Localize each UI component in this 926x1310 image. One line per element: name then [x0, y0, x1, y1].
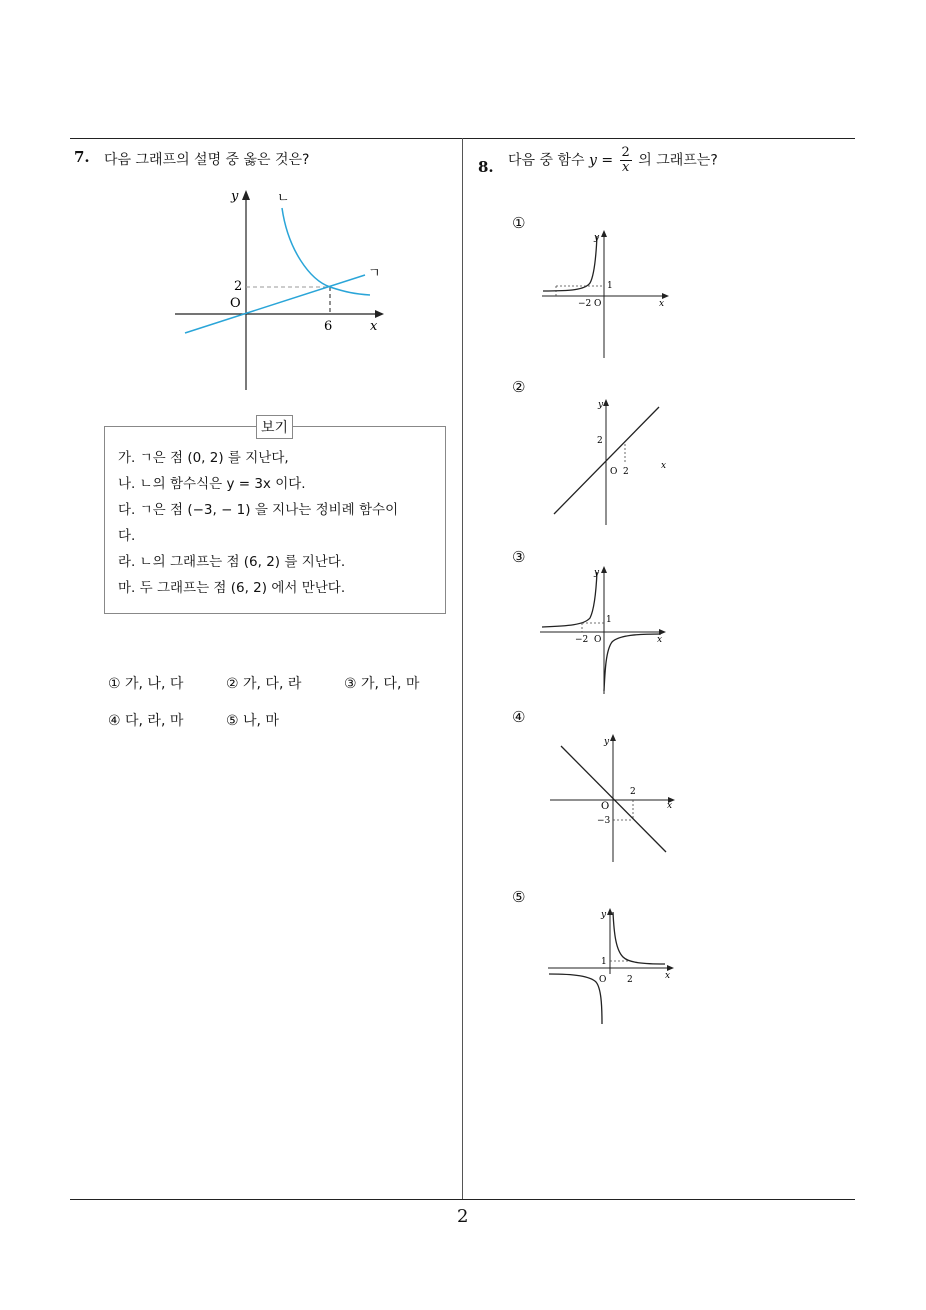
q7-choice-3[interactable]: ③ 가, 다, 마 — [344, 676, 420, 692]
q8-option-4-graph[interactable] — [546, 730, 681, 864]
tick-y-2: 2 — [597, 436, 603, 446]
statement-da: 다. ㄱ은 점 (−3, − 1) 을 지나는 정비례 함수이 — [118, 502, 399, 518]
q8-prompt-before: 다음 중 함수 — [508, 152, 585, 169]
q7-choice-2[interactable]: ② 가, 다, 라 — [226, 676, 302, 692]
x-label: x — [661, 461, 667, 471]
q7-choice-5[interactable]: ⑤ 나, 마 — [226, 713, 279, 729]
statement-ra: 라. ㄴ의 그래프는 점 (6, 2) 를 지난다. — [118, 554, 346, 570]
q8-number: 8. — [478, 158, 494, 176]
q8-frac-num: 2 — [621, 145, 630, 160]
q8-option-2-graph[interactable] — [550, 395, 680, 527]
y-label: y — [598, 400, 604, 410]
tick-x-2: 2 — [627, 975, 633, 985]
q8-option-5-number[interactable]: ⑤ — [512, 888, 526, 906]
origin-label: O — [601, 801, 610, 812]
line-giyeok — [185, 275, 365, 333]
page-number: 2 — [457, 1206, 469, 1227]
tick-x-2: 2 — [630, 787, 636, 797]
x-label: x — [657, 635, 663, 645]
y-label: y — [594, 568, 600, 578]
statement-da-cont: 다. — [118, 528, 136, 544]
x-label: x — [659, 299, 665, 309]
y-axis-label: y — [231, 189, 239, 204]
curve-b-label: ㄴ — [277, 191, 290, 206]
q7-choice-4[interactable]: ④ 다, 라, 마 — [108, 713, 184, 729]
q8-option-5-graph[interactable] — [544, 904, 679, 1032]
statement-na: 나. ㄴ의 함수식은 y = 3x 이다. — [118, 476, 306, 492]
q7-choice-1[interactable]: ① 가, 나, 다 — [108, 676, 184, 692]
x-axis-arrow — [375, 310, 384, 318]
tick-1: 1 — [606, 615, 612, 625]
x-label: x — [665, 971, 671, 981]
q8-prompt-var: y = — [588, 152, 614, 169]
tick-neg3: −3 — [597, 816, 611, 826]
origin-label: O — [610, 467, 618, 477]
y-axis-arrow — [242, 190, 250, 200]
tick-neg2: −2 — [575, 635, 589, 645]
curve-nieun — [282, 208, 370, 295]
q8-prompt-after: 의 그래프는? — [638, 152, 718, 169]
y-tick-label: 2 — [234, 279, 243, 294]
q7-graph — [170, 180, 400, 395]
q8-option-4-number[interactable]: ④ — [512, 708, 526, 726]
origin-label: O — [230, 296, 241, 311]
q7-prompt: 다음 그래프의 설명 중 옳은 것은? — [104, 152, 310, 168]
x-label: x — [667, 801, 673, 811]
statement-ma: 마. 두 그래프는 점 (6, 2) 에서 만난다. — [118, 580, 346, 596]
q8-option-3-graph[interactable] — [538, 562, 673, 694]
q8-option-3-number[interactable]: ③ — [512, 548, 526, 566]
q8-option-2-number[interactable]: ② — [512, 378, 526, 396]
origin-label: O — [594, 299, 602, 309]
column-divider — [462, 138, 463, 1200]
q8-fraction — [620, 146, 632, 175]
bogi-title: 보기 — [256, 415, 293, 439]
x-axis-label: x — [370, 319, 378, 334]
y-label: y — [604, 737, 610, 747]
q8-option-1-graph[interactable] — [540, 228, 675, 360]
origin-label: O — [599, 975, 607, 985]
bottom-rule — [70, 1199, 855, 1200]
statement-ga: 가. ㄱ은 점 (0, 2) 를 지난다, — [118, 450, 289, 466]
tick-neg2: −2 — [578, 299, 592, 309]
q8-prompt — [508, 146, 718, 175]
tick-1: 1 — [601, 957, 607, 967]
q8-frac-den: x — [622, 160, 630, 175]
tick-x-2: 2 — [623, 467, 629, 477]
q7-number: 7. — [74, 148, 90, 166]
y-label: y — [594, 233, 600, 243]
x-tick-label: 6 — [324, 319, 333, 334]
q8-option-1-number[interactable]: ① — [512, 214, 526, 232]
tick-1: 1 — [607, 281, 613, 291]
y-label: y — [601, 910, 607, 920]
curve-a-label: ㄱ — [368, 266, 381, 281]
origin-label: O — [594, 635, 602, 645]
